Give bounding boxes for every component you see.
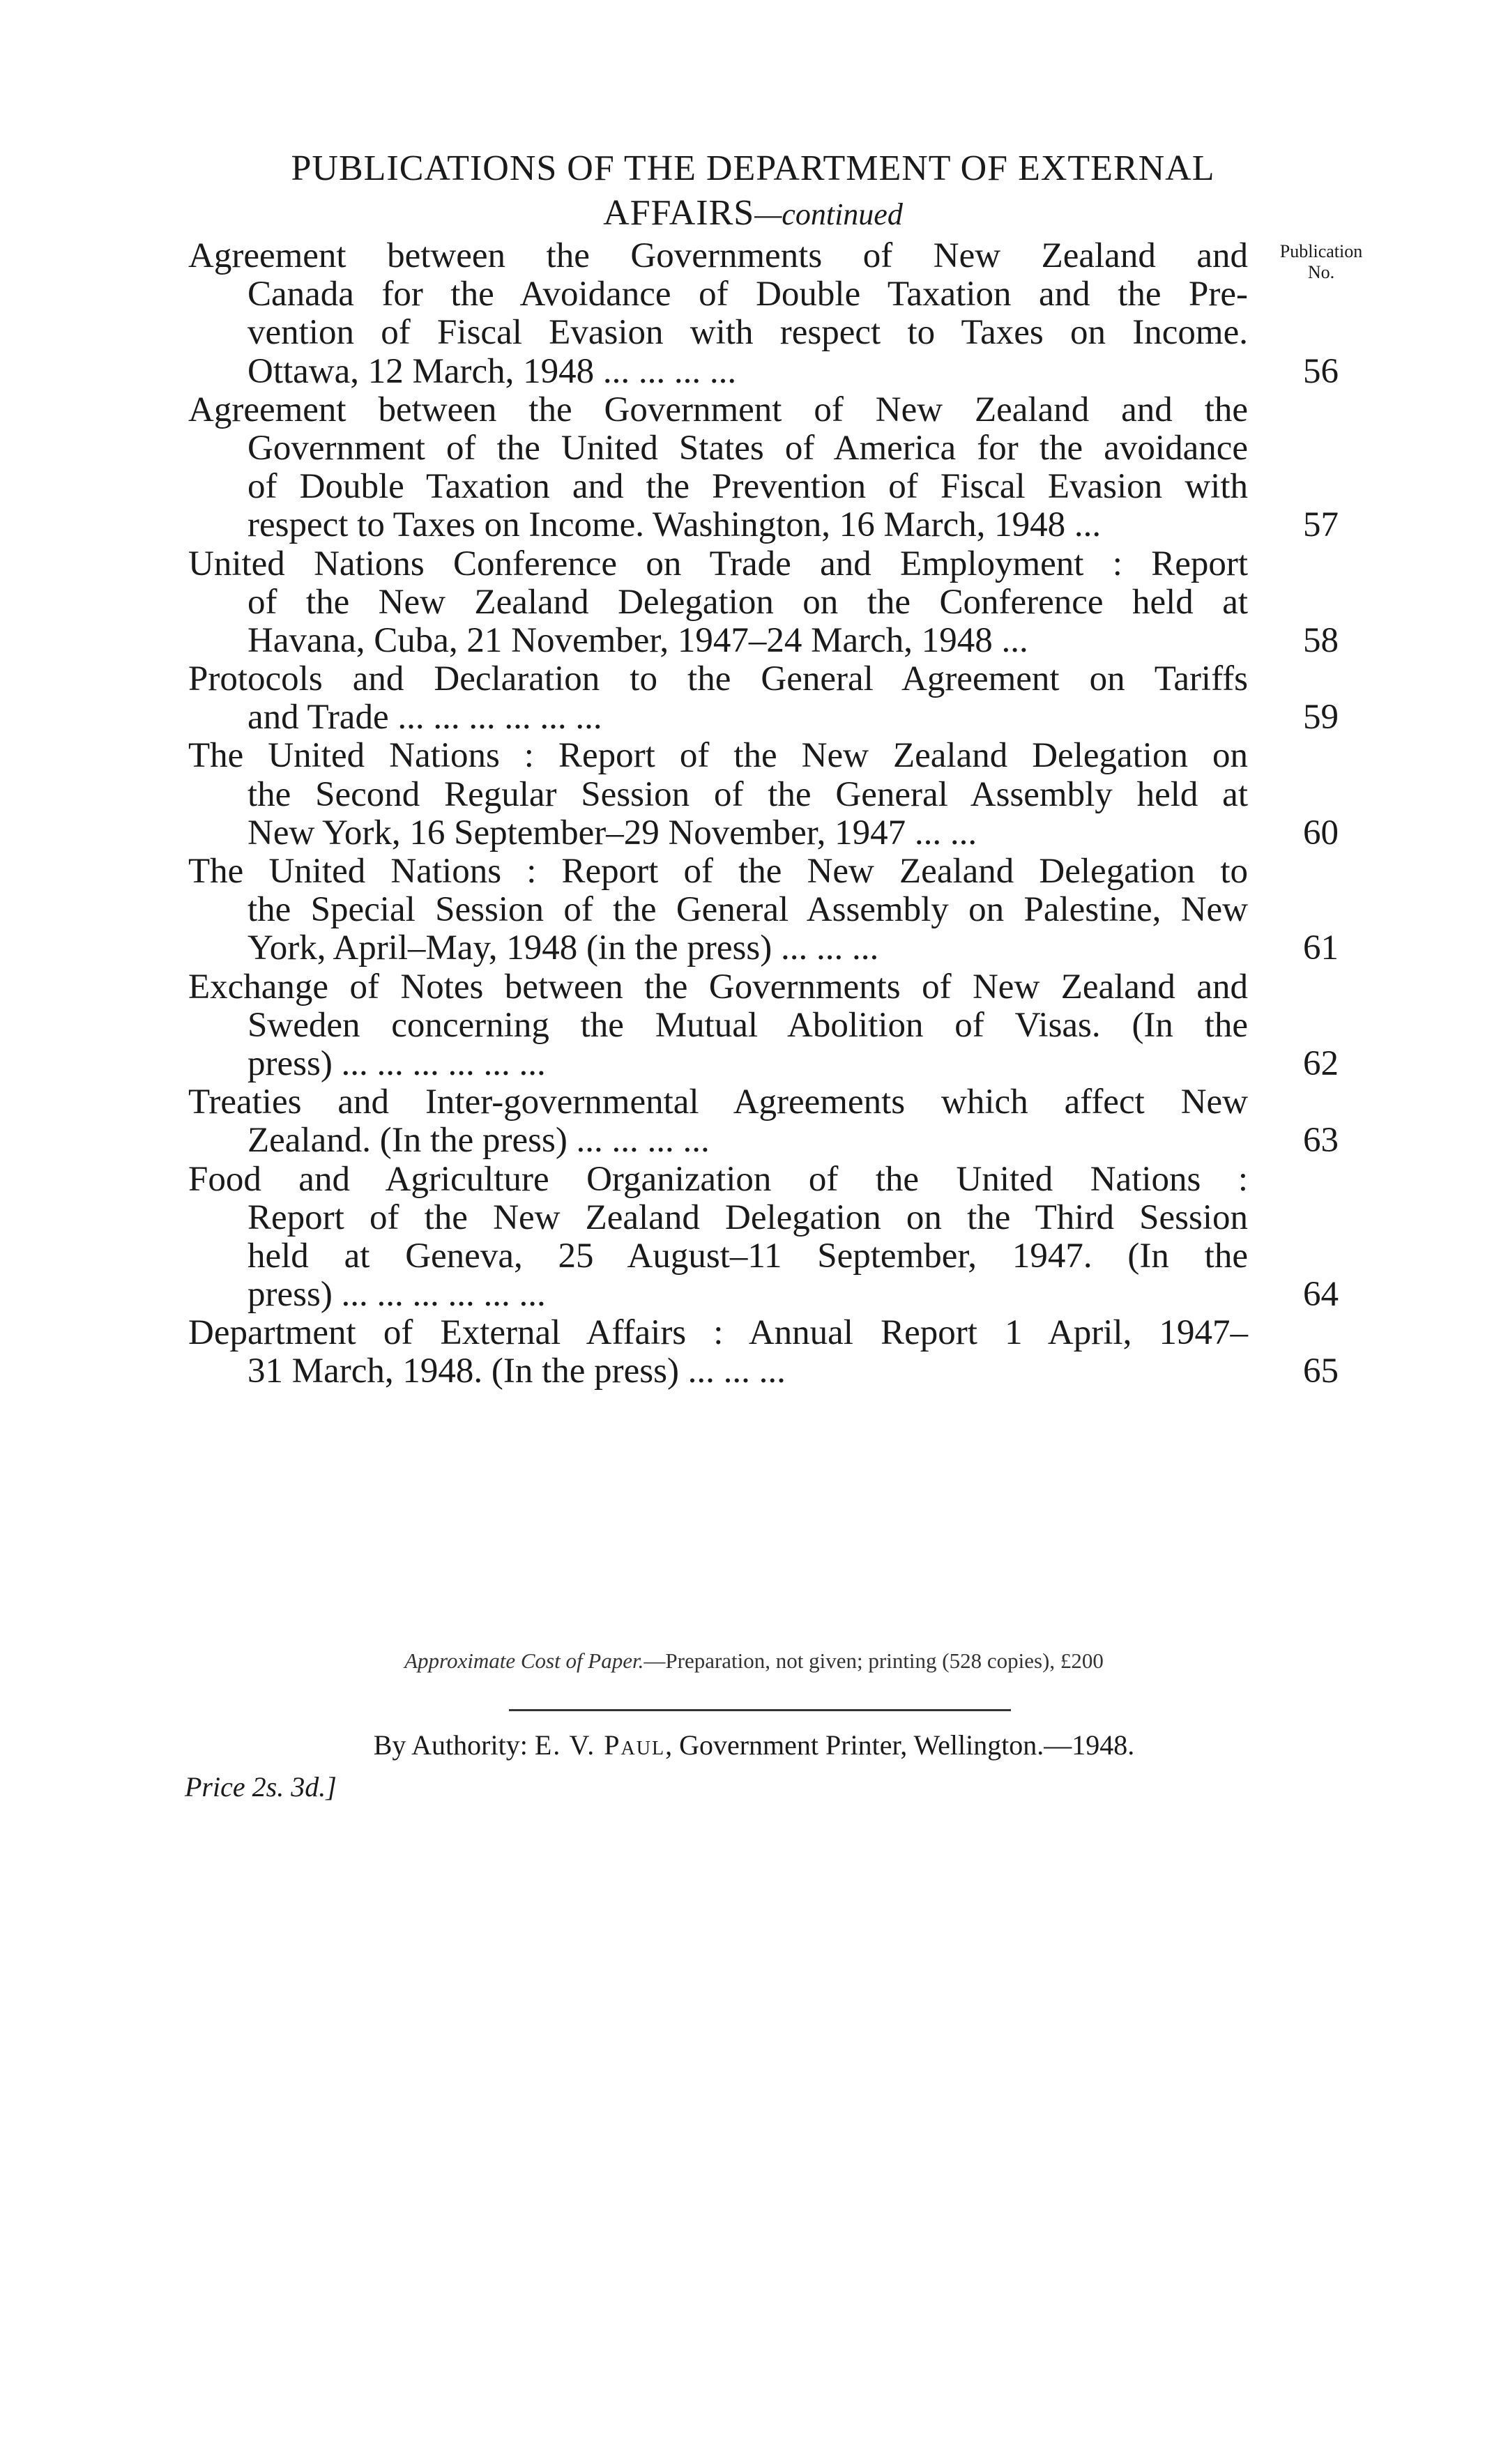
entry-line: the Second Regular Session of the General Assembly held at [247, 774, 1248, 814]
publication-number: 58 [1303, 620, 1339, 660]
publication-number: 61 [1303, 928, 1339, 968]
entry-line: Agreement between the Governments of New Zealand and [188, 236, 1248, 275]
publication-entry [188, 1083, 1339, 1160]
publication-entry [188, 237, 1339, 391]
publication-number: 62 [1303, 1043, 1339, 1083]
entry-line: of the New Zealand Delegation on the Conference held at [247, 582, 1248, 622]
publication-number: 64 [1303, 1275, 1339, 1315]
divider-rule [509, 1709, 1011, 1711]
entry-line: Ottawa, 12 March, 1948 ... ... ... ... [247, 351, 737, 391]
publication-number: 57 [1303, 505, 1339, 545]
publication-number: 59 [1303, 698, 1339, 737]
entry-line: York, April–May, 1948 (in the press) ... ... ... [247, 928, 879, 968]
publication-list [188, 237, 1339, 1391]
entry-line: of Double Taxation and the Prevention of Fiscal Evasion with [247, 467, 1248, 507]
heading-line-2 [181, 191, 1325, 237]
entry-line: Treaties and Inter-governmental Agreements which affect New [188, 1082, 1248, 1122]
publication-entry [188, 545, 1339, 661]
entry-line: Sweden concerning the Mutual Abolition of Visas. (In the [247, 1005, 1248, 1045]
entry-line: Agreement between the Government of New Zealand and the [188, 390, 1248, 429]
heading-affairs: AFFAIRS [603, 193, 755, 233]
cost-note [0, 1648, 1508, 1674]
entry-line: respect to Taxes on Income. Washington, 16 March, 1948 ... [247, 505, 1102, 545]
entry-line: Government of the United States of America for the avoidance [247, 428, 1248, 468]
entry-line: press) ... ... ... ... ... ... [247, 1043, 546, 1083]
publication-entry [188, 737, 1339, 852]
entry-line: vention of Fiscal Evasion with respect to Taxes on Income. [247, 313, 1248, 353]
printer-name: E. V. Paul [534, 1729, 666, 1761]
imprint-prefix: By Authority: [373, 1729, 535, 1761]
price-label: Price 2s. 3d.] [185, 1771, 337, 1803]
entry-line: Havana, Cuba, 21 November, 1947–24 March, 1948 ... [247, 620, 1028, 660]
publication-entry [188, 1314, 1339, 1391]
publication-entry [188, 852, 1339, 968]
publication-header-line-1: Publication [1279, 241, 1363, 261]
entry-line: Exchange of Notes between the Governments of New Zealand and [188, 967, 1248, 1007]
publication-entry [188, 1161, 1339, 1315]
entry-line: United Nations Conference on Trade and Employment : Report [188, 544, 1248, 583]
cost-note-label: Approximate Cost of Paper. [404, 1648, 644, 1673]
publication-number: 60 [1303, 813, 1339, 852]
entry-line: the Special Session of the General Assembly on Palestine, New [247, 890, 1248, 930]
entry-line: The United Nations : Report of the New Zealand Delegation to [188, 852, 1248, 891]
page-heading [181, 146, 1325, 237]
heading-continued: —continued [754, 197, 903, 231]
heading-line-1: PUBLICATIONS OF THE DEPARTMENT OF EXTERNAL [291, 148, 1215, 188]
publication-number: 56 [1303, 351, 1339, 391]
entry-line: Canada for the Avoidance of Double Taxation and the Pre- [247, 275, 1248, 314]
publication-entry [188, 660, 1339, 737]
publication-entry [188, 968, 1339, 1084]
entry-line: Zealand. (In the press) ... ... ... ... [247, 1121, 710, 1161]
publication-entry [188, 391, 1339, 545]
publication-number: 65 [1303, 1352, 1339, 1391]
cost-note-text: —Preparation, not given; printing (528 copies), £200 [643, 1648, 1104, 1673]
entry-line: Food and Agriculture Organization of the United Nations : [188, 1159, 1248, 1199]
entry-line: New York, 16 September–29 November, 1947 ... ... [247, 813, 977, 852]
publication-number: 63 [1303, 1121, 1339, 1161]
entry-line: The United Nations : Report of the New Zealand Delegation on [188, 736, 1248, 776]
printer-imprint [0, 1729, 1508, 1761]
imprint-suffix: , Government Printer, Wellington.—1948. [665, 1729, 1135, 1761]
entry-line: Protocols and Declaration to the General Agreement on Tariffs [188, 659, 1248, 699]
entry-line: Report of the New Zealand Delegation on the Third Session [247, 1197, 1248, 1237]
entry-line: held at Geneva, 25 August–11 September, 1947. (In the [247, 1236, 1248, 1276]
entry-line: and Trade ... ... ... ... ... ... [247, 698, 602, 737]
entry-line: 31 March, 1948. (In the press) ... ... ... [247, 1352, 786, 1391]
entry-line: Department of External Affairs : Annual Report 1 April, 1947– [188, 1313, 1248, 1353]
publication-header-line-2: No. [1307, 262, 1335, 282]
entry-line: press) ... ... ... ... ... ... [247, 1275, 546, 1315]
